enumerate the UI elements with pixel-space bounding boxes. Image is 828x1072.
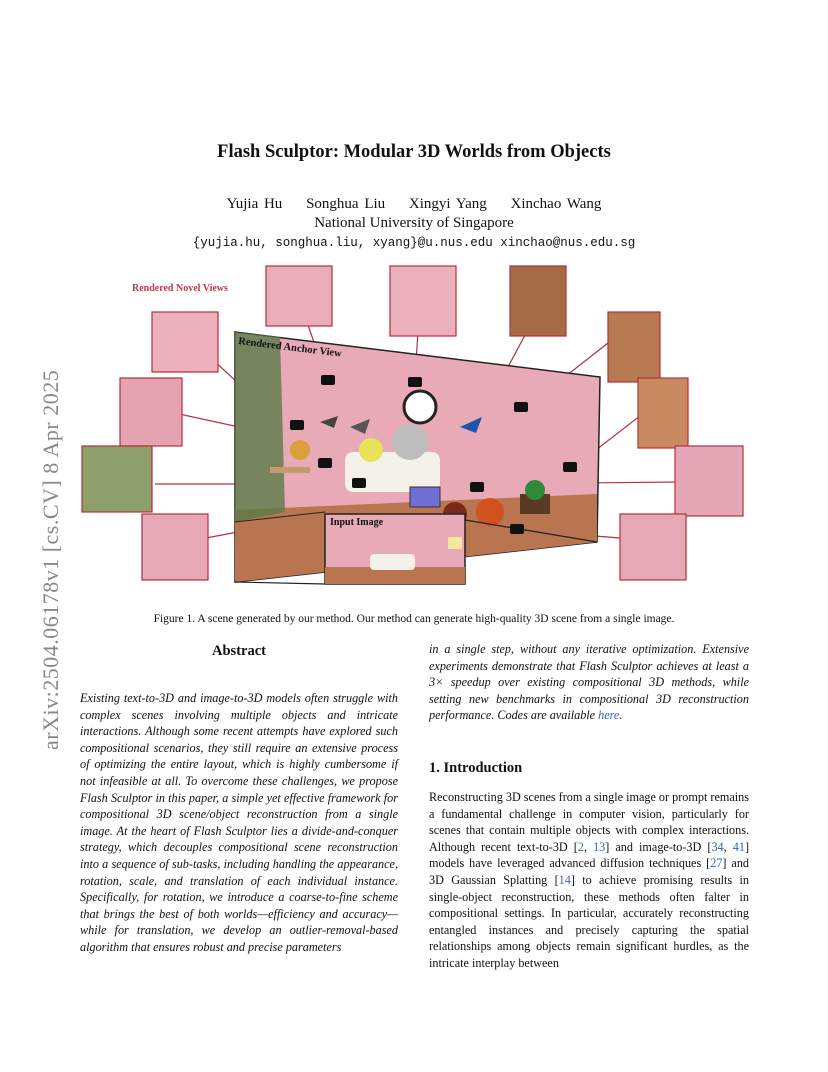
citation-link[interactable]: 14	[558, 872, 571, 887]
arxiv-id: arXiv:2504.06178v1 [cs.CV] 8 Apr 2025	[38, 369, 63, 750]
arxiv-stamp	[18, 290, 63, 750]
camera-icon	[321, 375, 335, 385]
label-input-image: Input Image	[330, 517, 384, 528]
abstract-text: Existing text-to-3D and image-to-3D models often struggle with complex scenes involving multiple objects and intricate interactions. Although some recent attempts have explored such compositional scenarios, they still require an extensive process of optimizing the entire layout, which is highly cumbersome if not infeasible at all. To overcome these challenges, we propose Flash Sculptor in this paper, a simple yet effective framework for compositional 3D scene/object reconstruction from a single image. At the heart of Flash Sculptor lies a divide-and-conquer strategy, which decouples compositional scene reconstruction into a sequence of sub-tasks, including handling the appearance, rotation, scale, and translation of each individual instance. Specifically, for rotation, we introduce a coarse-to-fine scheme that brings the best of both worlds—efficiency and accuracy—while for translation, we develop an outlier-removal-based algorithm that ensures robust and precise parameters	[80, 691, 398, 954]
author-emails: {yujia.hu, songhua.liu, xyang}@u.nus.edu xinchao@nus.edu.sg	[192, 236, 636, 250]
citation-link[interactable]: 34	[711, 839, 724, 854]
intro-span: ] to achieve promising results in single-object reconstruction, these methods often falter in compositional settings. In particular, accurately reconstructing entangled instances and precisely capturing the spatial relationships among objects remain significant hurdles, as the intricate interplay between	[429, 872, 749, 970]
intro-span: ,	[583, 839, 594, 854]
camera-icon	[514, 402, 528, 412]
affiliation: National University of Singapore	[314, 215, 514, 231]
intro-text	[429, 789, 749, 972]
camera-icon	[408, 377, 422, 387]
citation-link[interactable]: 27	[710, 856, 723, 871]
camera-icon	[470, 482, 484, 492]
novel-view-thumb	[675, 446, 743, 516]
camera-icon	[318, 458, 332, 468]
code-link[interactable]: here	[598, 708, 620, 723]
abstract-continuation-text: in a single step, without any iterative optimization. Extensive experiments demonstrate that Flash Sculptor achieves at least a 3× speedup over existing compositional 3D methods, while setting new benchmarks in compositional 3D reconstruction performance. Codes are available	[429, 642, 749, 723]
camera-icon	[510, 524, 524, 534]
intro-span: Reconstructing 3D scenes from a single image or prompt remains a fundamental challenge in computer vision, particularly for scenes that contain multiple objects with complex interactions. Although recent text-to-3D [	[429, 790, 749, 854]
novel-view-thumb	[120, 378, 182, 446]
novel-view-thumb	[266, 266, 332, 326]
label-anchor-view: Rendered Anchor View	[237, 336, 343, 360]
novel-view-thumb	[390, 266, 456, 336]
scene-figure-svg	[80, 262, 750, 597]
novel-view-thumb	[620, 514, 686, 580]
author: Xingyi Yang	[408, 196, 487, 212]
intro-span: ] and 3D Gaussian Splatting [	[429, 856, 750, 887]
camera-icon	[290, 420, 304, 430]
novel-view-thumb	[510, 266, 566, 336]
intro-heading: 1. Introduction	[429, 760, 523, 776]
camera-icon	[563, 462, 577, 472]
novel-view-thumb	[608, 312, 660, 382]
figure-1	[80, 262, 750, 597]
label-novel-views: Rendered Novel Views	[132, 283, 228, 294]
paper-title: Flash Sculptor: Modular 3D Worlds from Objects	[217, 142, 611, 162]
novel-view-thumb	[142, 514, 208, 580]
citation-link[interactable]: 2	[577, 839, 584, 854]
citation-link[interactable]: 41	[732, 839, 745, 854]
intro-span: ,	[723, 839, 733, 854]
intro-span: ] and image-to-3D [	[605, 839, 712, 854]
intro-span: ] models have leveraged advanced diffusion techniques [	[429, 839, 750, 871]
abstract-continuation	[429, 641, 749, 724]
novel-view-thumb	[152, 312, 218, 372]
camera-icon	[352, 478, 366, 488]
author: Songhua Liu	[306, 196, 386, 212]
author: Xinchao Wang	[510, 196, 602, 212]
novel-view-thumb	[82, 446, 152, 512]
novel-view-thumb	[638, 378, 688, 448]
abstract-end: .	[619, 708, 623, 723]
author-list	[0, 196, 828, 213]
figure-caption: Figure 1. A scene generated by our method. Our method can generate high-quality 3D scene from a single image.	[153, 613, 675, 625]
abstract-heading: Abstract	[212, 643, 266, 659]
author: Yujia Hu	[226, 196, 283, 212]
citation-link[interactable]: 13	[593, 839, 606, 854]
